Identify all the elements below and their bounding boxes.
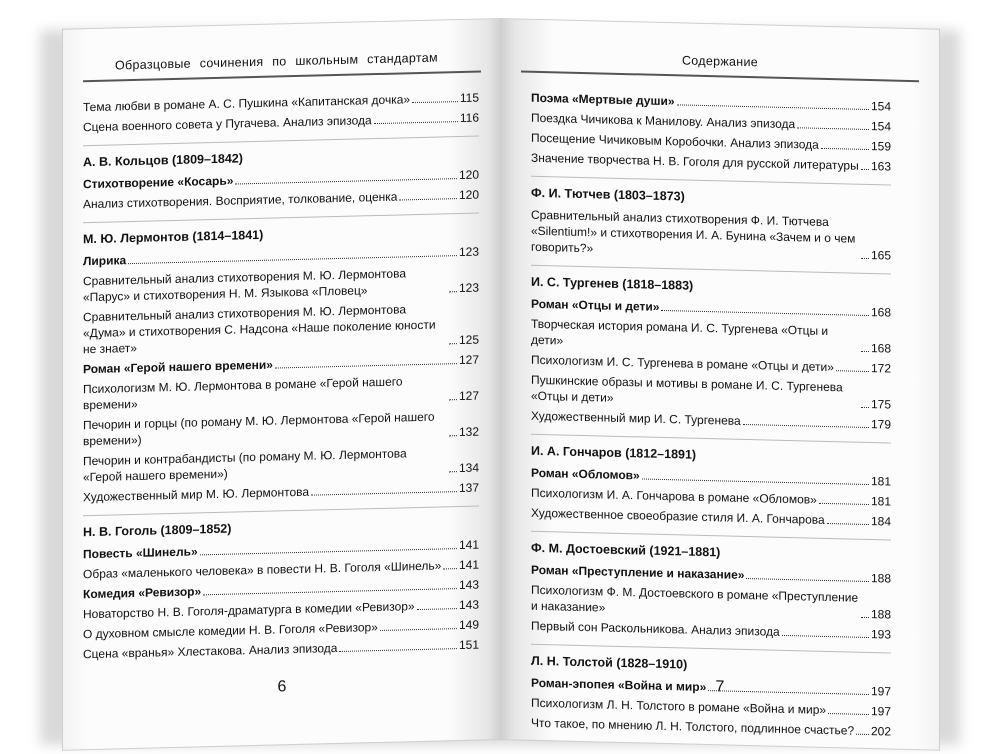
dot-leader (746, 578, 869, 582)
entry-title: Лирика (83, 253, 127, 269)
author-heading: М. Ю. Лермонтов (1814–1841) (83, 213, 479, 248)
entry-title: Поэма «Мертвые души» (531, 90, 675, 109)
entry-page: 197 (870, 704, 891, 719)
right-page (500, 18, 940, 751)
entry-title: Печорин и горцы (по роману М. Ю. Лермонтова «Герой нашего времени») (83, 409, 435, 449)
dot-leader (203, 588, 457, 595)
dot-leader (819, 503, 869, 505)
entry-page: 132 (458, 424, 479, 440)
entry-title: О духовном смысле комедии Н. В. Гоголя «Ревизор» (83, 620, 378, 642)
entry-title: Повесть «Шинель» (83, 544, 198, 562)
dot-leader (861, 258, 869, 259)
dot-leader (275, 363, 457, 368)
entry-title: Психологизм И. С. Тургенева в романе «Отцы и дети» (531, 352, 834, 375)
entry-page: 165 (870, 248, 891, 263)
dot-leader (861, 351, 869, 352)
toc-section (83, 90, 479, 136)
entry-page: 181 (870, 474, 891, 489)
entry-page: 134 (458, 460, 479, 476)
entry-title: Печорин и контрабандисты (по роману М. Ю. Лермонтова «Герой нашего времени») (83, 446, 407, 485)
entry-title: Художественный мир М. Ю. Лермонтова (83, 484, 310, 505)
entry-title: Художественное своеобразие стиля И. А. Гончарова (531, 505, 825, 527)
entry-page: 172 (870, 361, 891, 376)
dot-leader (449, 291, 457, 292)
dot-leader (449, 471, 457, 472)
dot-leader (235, 178, 457, 184)
author-heading: Ф. И. Тютчев (1803–1873) (531, 176, 891, 210)
dot-leader (861, 617, 869, 618)
entry-page: 125 (458, 332, 479, 348)
dot-leader (782, 635, 869, 638)
toc-entry (531, 150, 891, 175)
author-heading: Н. В. Гоголь (1809–1852) (83, 506, 479, 541)
dot-leader (856, 734, 869, 735)
toc-section (531, 176, 891, 264)
entry-page: 159 (870, 139, 891, 154)
entry-page: 179 (870, 417, 891, 432)
entry-page: 123 (458, 244, 479, 260)
entry-title: Образ «маленького человека» в повести Н. В. Гоголя «Шинель» (83, 558, 442, 582)
toc-entry (531, 316, 891, 357)
header-rule (83, 71, 481, 83)
entry-page: 188 (870, 571, 891, 586)
author-heading: А. В. Кольцов (1809–1842) (83, 136, 479, 171)
toc-entry (531, 618, 891, 643)
entry-page: 175 (870, 397, 891, 412)
dot-leader (128, 255, 457, 264)
dot-leader (797, 127, 869, 130)
header-rule (521, 71, 919, 83)
author-heading: Л. Н. Толстой (1828–1910) (531, 644, 891, 678)
entry-title: Комедия «Ревизор» (83, 584, 202, 602)
entry-page: 115 (459, 90, 479, 106)
entry-title: Психологизм И. А. Гончарова в романе «Обломов» (531, 485, 817, 507)
dot-leader (861, 169, 869, 170)
toc-section (531, 531, 891, 643)
dot-leader (399, 198, 456, 200)
entry-page: 137 (458, 480, 479, 496)
dot-leader (661, 310, 869, 316)
entry-title: Поездка Чичикова к Манилову. Анализ эпизода (531, 110, 796, 132)
entry-title: Новаторство Н. В. Гоголя-драматурга в комедии «Ревизор» (83, 599, 415, 622)
toc-right (531, 90, 891, 744)
entry-title: Художественный мир И. С. Тургенева (531, 408, 741, 428)
entry-title: Тема любви в романе А. С. Пушкина «Капитанская дочка» (83, 92, 411, 115)
toc-section (83, 136, 479, 213)
author-heading: Ф. М. Достоевский (1921–1881) (531, 531, 891, 565)
dot-leader (417, 608, 457, 610)
entry-title: Психологизм Ф. М. Достоевского в романе «Преступление и наказание» (531, 582, 859, 615)
toc-entry (531, 505, 891, 530)
entry-page: 168 (870, 341, 891, 356)
entry-page: 120 (458, 187, 479, 203)
dot-leader (311, 491, 457, 496)
entry-title: Стихотворение «Косарь» (83, 173, 234, 192)
toc-entry (531, 207, 891, 264)
toc-left (83, 90, 479, 667)
left-page (62, 18, 502, 751)
dot-leader (821, 148, 869, 150)
entry-title: Сравнительный анализ стихотворения М. Ю. Лермонтова «Парус» и стихотворения Н. М. Языкова «Пловец» (83, 266, 406, 305)
page-number: 7 (715, 678, 725, 696)
entry-page: 154 (870, 119, 891, 134)
dot-leader (380, 628, 457, 631)
entry-page: 154 (870, 99, 891, 114)
toc-section (83, 506, 479, 663)
dot-leader (449, 399, 457, 400)
toc-entry (531, 582, 891, 623)
entry-page: 197 (870, 684, 891, 699)
toc-entry (83, 300, 479, 358)
entry-page: 127 (458, 352, 479, 368)
toc-section (531, 265, 891, 433)
dot-leader (827, 523, 869, 525)
entry-page: 141 (458, 537, 479, 553)
toc-entry (83, 372, 479, 414)
toc-section (531, 434, 891, 530)
entry-title: Психологизм М. Ю. Лермонтова в романе «Герой нашего времени» (83, 374, 403, 413)
dot-leader (642, 478, 869, 485)
running-header: Образцовые сочинения по школьным стандартам (115, 50, 438, 73)
dot-leader (828, 713, 869, 715)
page-number: 6 (277, 678, 287, 696)
entry-page: 202 (870, 724, 891, 739)
toc-entry (531, 715, 891, 740)
entry-title: Посещение Чичиковым Коробочки. Анализ эпизода (531, 130, 819, 152)
entry-title: Роман «Герой нашего времени» (83, 357, 273, 377)
dot-leader (861, 407, 869, 408)
entry-title: Анализ стихотворения. Восприятие, толкование, оценка (83, 189, 398, 212)
dot-leader (374, 121, 458, 124)
entry-page: 149 (458, 617, 479, 633)
author-heading: И. С. Тургенев (1818–1883) (531, 265, 891, 299)
entry-page: 141 (458, 557, 479, 573)
entry-title: Роман «Обломов» (531, 465, 640, 483)
entry-page: 123 (458, 280, 479, 296)
author-heading: И. А. Гончаров (1812–1891) (531, 434, 891, 468)
entry-title: Значение творчества Н. В. Гоголя для русской литературы (531, 150, 859, 173)
running-header: Содержание (681, 53, 759, 70)
dot-leader (449, 343, 457, 344)
toc-entry (531, 372, 891, 413)
dot-leader (443, 568, 457, 569)
toc-section (83, 213, 479, 506)
toc-section (531, 90, 891, 175)
entry-title: Роман «Отцы и дети» (531, 296, 660, 314)
entry-title: Роман «Преступление и наказание» (531, 562, 745, 582)
entry-title: Роман-эпопея «Война и мир» (531, 675, 707, 695)
toc-entry (83, 264, 479, 306)
toc-entry (83, 444, 479, 486)
entry-title: Творческая история романа И. С. Тургенева «Отцы и дети» (531, 316, 829, 348)
dot-leader (677, 104, 869, 110)
entry-title: Сравнительный анализ стихотворения Ф. И. Тютчева «Silentium!» и стихотворения И. А. Бунина «Зачем и о чем говорить?» (531, 207, 856, 256)
entry-title: Что такое, по мнению Л. Н. Толстого, подлинное счастье? (531, 715, 855, 738)
entry-page: 143 (458, 597, 479, 613)
entry-title: Сцена военного совета у Пугачева. Анализ эпизода (83, 113, 372, 135)
entry-page: 116 (459, 110, 479, 126)
dot-leader (836, 370, 869, 372)
entry-title: Сравнительный анализ стихотворения М. Ю. Лермонтова «Дума» и стихотворения С. Надсона «Наше поколение юности не знает» (83, 302, 436, 357)
dot-leader (412, 101, 458, 103)
entry-page: 120 (458, 167, 479, 183)
entry-title: Пушкинские образы и мотивы в романе И. С. Тургенева «Отцы и дети» (531, 372, 843, 405)
entry-page: 143 (458, 577, 479, 593)
entry-page: 163 (870, 159, 891, 174)
dot-leader (339, 648, 456, 652)
entry-page: 181 (870, 494, 891, 509)
dot-leader (743, 424, 869, 428)
entry-page: 168 (870, 305, 891, 320)
entry-title: Психологизм Л. Н. Толстого в романе «Война и мир» (531, 695, 827, 717)
entry-page: 151 (458, 637, 479, 653)
entry-title: Первый сон Раскольникова. Анализ эпизода (531, 618, 780, 639)
dot-leader (200, 548, 457, 555)
dot-leader (449, 435, 457, 436)
entry-page: 188 (870, 607, 891, 622)
entry-page: 184 (870, 514, 891, 529)
toc-entry (83, 408, 479, 450)
toc-entry (531, 408, 891, 433)
entry-title: Сцена «вранья» Хлестакова. Анализ эпизода (83, 641, 338, 662)
entry-page: 193 (870, 627, 891, 642)
entry-page: 127 (458, 388, 479, 404)
